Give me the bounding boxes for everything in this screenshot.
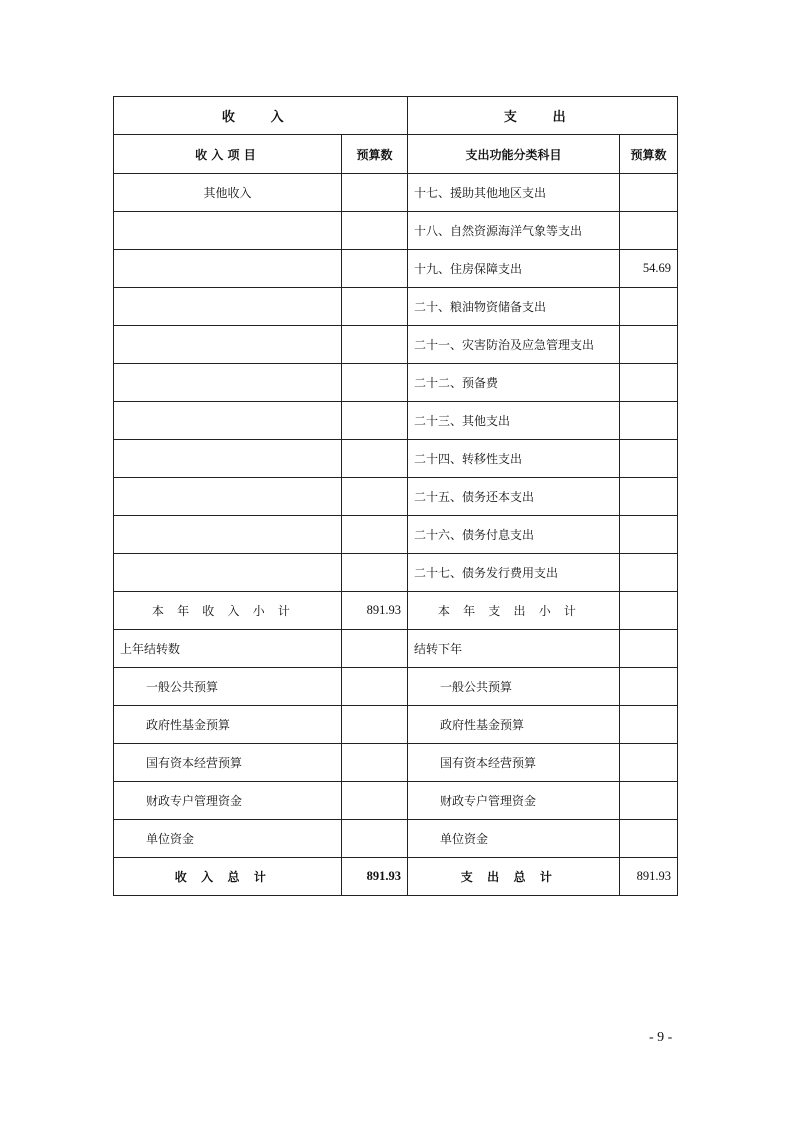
expense-carry-item-value	[620, 820, 678, 858]
table-row	[114, 440, 678, 478]
income-value-cell	[342, 250, 408, 288]
income-value-cell	[342, 402, 408, 440]
expense-carry-item: 政府性基金预算	[408, 706, 620, 744]
expense-item-cell: 二十一、灾害防治及应急管理支出	[408, 326, 620, 364]
expense-budget-header: 预算数	[620, 135, 678, 174]
expense-carry-value	[620, 630, 678, 668]
income-subtotal-value: 891.93	[342, 592, 408, 630]
table-row	[114, 402, 678, 440]
expense-carry-item: 单位资金	[408, 820, 620, 858]
income-item-header: 收入项目	[114, 135, 342, 174]
income-value-cell	[342, 288, 408, 326]
carry-item-row	[114, 668, 678, 706]
table-row	[114, 516, 678, 554]
income-item-cell	[114, 478, 342, 516]
expense-item-cell: 二十、粮油物资储备支出	[408, 288, 620, 326]
expense-value-cell	[620, 516, 678, 554]
total-row	[114, 858, 678, 896]
income-budget-header: 预算数	[342, 135, 408, 174]
income-value-cell	[342, 212, 408, 250]
column-header-row	[114, 135, 678, 174]
expense-section-header: 支 出	[408, 97, 678, 135]
carry-header-row	[114, 630, 678, 668]
income-carry-item-value	[342, 706, 408, 744]
income-carry-item-value	[342, 820, 408, 858]
income-value-cell	[342, 326, 408, 364]
table-row	[114, 174, 678, 212]
subtotal-row	[114, 592, 678, 630]
income-item-cell: 其他收入	[114, 174, 342, 212]
income-carry-item: 单位资金	[114, 820, 342, 858]
table-row	[114, 288, 678, 326]
budget-table	[113, 96, 678, 896]
expense-carry-item-value	[620, 668, 678, 706]
section-header-row	[114, 97, 678, 135]
table-row	[114, 212, 678, 250]
table-row	[114, 554, 678, 592]
expense-item-cell: 二十五、债务还本支出	[408, 478, 620, 516]
expense-value-cell	[620, 554, 678, 592]
expense-subtotal-value	[620, 592, 678, 630]
carry-item-row	[114, 706, 678, 744]
expense-total-label: 支出总计	[408, 858, 620, 896]
income-item-cell	[114, 554, 342, 592]
expense-item-cell: 十九、住房保障支出	[408, 250, 620, 288]
expense-value-cell	[620, 174, 678, 212]
income-item-cell	[114, 288, 342, 326]
income-total-label: 收入总计	[114, 858, 342, 896]
income-carry-item-value	[342, 668, 408, 706]
income-value-cell	[342, 516, 408, 554]
page-number: - 9 -	[649, 1030, 673, 1045]
income-carry-label: 上年结转数	[114, 630, 342, 668]
income-carry-item: 国有资本经营预算	[114, 744, 342, 782]
expense-value-cell	[620, 326, 678, 364]
carry-item-row	[114, 820, 678, 858]
expense-item-cell: 十八、自然资源海洋气象等支出	[408, 212, 620, 250]
income-carry-item: 财政专户管理资金	[114, 782, 342, 820]
expense-value-cell	[620, 212, 678, 250]
expense-item-cell: 二十六、债务付息支出	[408, 516, 620, 554]
expense-total-value: 891.93	[620, 858, 678, 896]
income-item-cell	[114, 212, 342, 250]
table-row	[114, 250, 678, 288]
income-item-cell	[114, 516, 342, 554]
expense-item-header: 支出功能分类科目	[408, 135, 620, 174]
expense-carry-item-value	[620, 706, 678, 744]
table-row	[114, 364, 678, 402]
income-item-cell	[114, 326, 342, 364]
income-carry-item: 一般公共预算	[114, 668, 342, 706]
income-carry-item: 政府性基金预算	[114, 706, 342, 744]
expense-carry-item: 财政专户管理资金	[408, 782, 620, 820]
income-item-cell	[114, 440, 342, 478]
expense-carry-label: 结转下年	[408, 630, 620, 668]
expense-value-cell	[620, 478, 678, 516]
income-carry-item-value	[342, 782, 408, 820]
income-section-header: 收 入	[114, 97, 408, 135]
expense-carry-item-value	[620, 744, 678, 782]
expense-value-cell	[620, 440, 678, 478]
income-value-cell	[342, 478, 408, 516]
income-item-cell	[114, 364, 342, 402]
income-value-cell	[342, 440, 408, 478]
income-carry-item-value	[342, 744, 408, 782]
table-row	[114, 478, 678, 516]
income-value-cell	[342, 174, 408, 212]
expense-value-cell	[620, 402, 678, 440]
expense-carry-item: 一般公共预算	[408, 668, 620, 706]
income-total-value: 891.93	[342, 858, 408, 896]
expense-item-cell: 二十七、债务发行费用支出	[408, 554, 620, 592]
income-value-cell	[342, 364, 408, 402]
table-row	[114, 326, 678, 364]
expense-value-cell	[620, 288, 678, 326]
income-item-cell	[114, 250, 342, 288]
income-carry-value	[342, 630, 408, 668]
carry-item-row	[114, 782, 678, 820]
income-subtotal-label: 本年收入小计	[114, 592, 342, 630]
expense-value-cell: 54.69	[620, 250, 678, 288]
carry-item-row	[114, 744, 678, 782]
expense-subtotal-label: 本年支出小计	[408, 592, 620, 630]
expense-carry-item-value	[620, 782, 678, 820]
income-value-cell	[342, 554, 408, 592]
expense-carry-item: 国有资本经营预算	[408, 744, 620, 782]
expense-item-cell: 二十三、其他支出	[408, 402, 620, 440]
expense-value-cell	[620, 364, 678, 402]
expense-item-cell: 二十二、预备费	[408, 364, 620, 402]
expense-item-cell: 二十四、转移性支出	[408, 440, 620, 478]
expense-item-cell: 十七、援助其他地区支出	[408, 174, 620, 212]
income-item-cell	[114, 402, 342, 440]
